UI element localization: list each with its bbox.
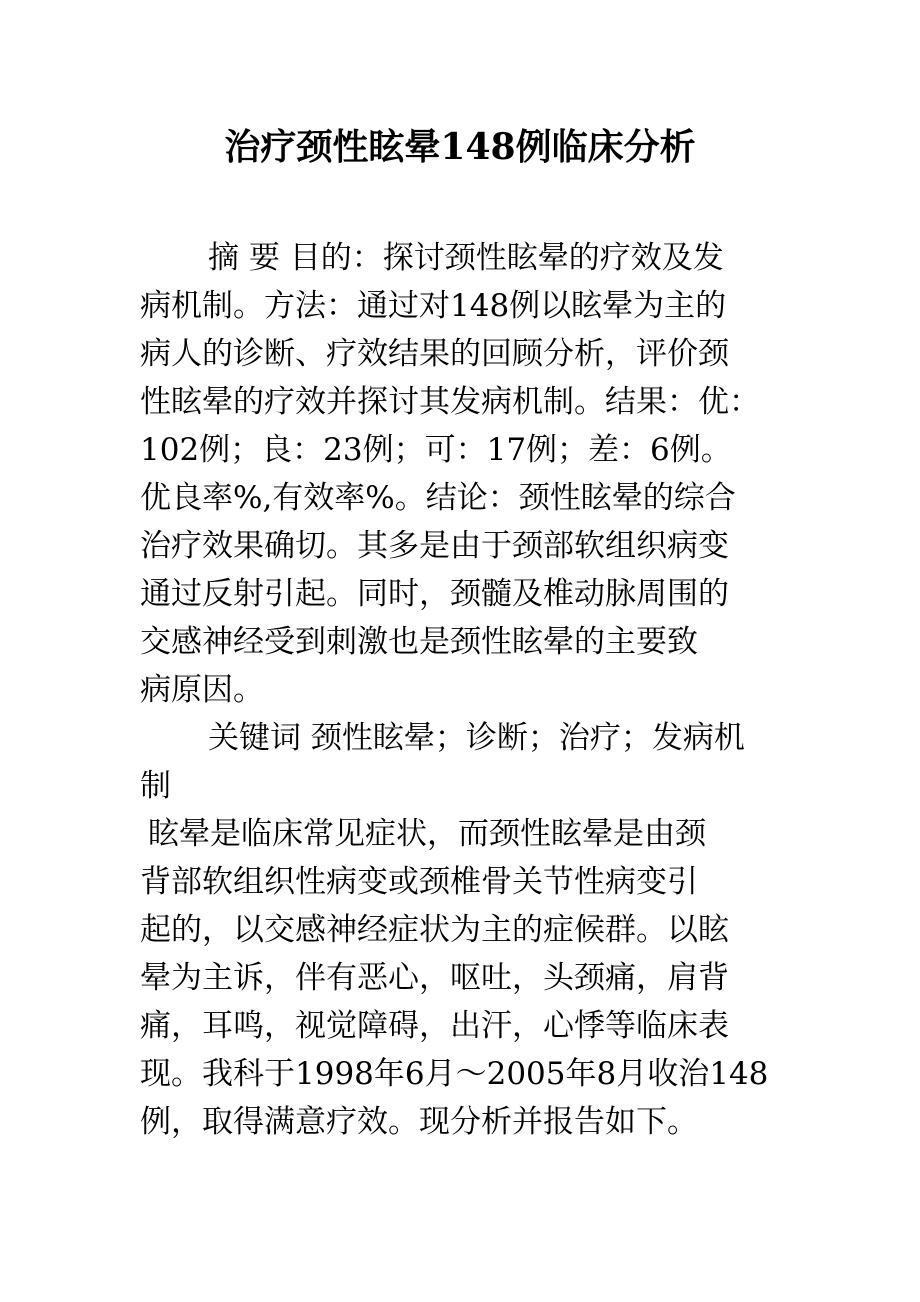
body-line: 痛，耳鸣，视觉障碍，出汗，心悸等临床表: [140, 1008, 729, 1044]
body-line: 眩晕是临床常见症状，而颈性眩晕是由颈: [148, 816, 706, 852]
abstract-line: 交感神经受到刺激也是颈性眩晕的主要致: [140, 624, 698, 660]
abstract-line: 性眩晕的疗效并探讨其发病机制。结果：优：: [140, 384, 760, 420]
body-line: 晕为主诉，伴有恶心，呕吐，头颈痛，肩背: [140, 960, 729, 996]
abstract-line: 治疗效果确切。其多是由于颈部软组织病变: [140, 528, 729, 564]
document-title: 治疗颈性眩晕148例临床分析: [224, 126, 696, 168]
abstract-line: 通过反射引起。同时，颈髓及椎动脉周围的: [140, 576, 729, 612]
body-line: 现。我科于1998年6月～2005年8月收治148: [140, 1056, 769, 1092]
body-line: 背部软组织性病变或颈椎骨关节性病变引: [140, 864, 698, 900]
keywords-line: 制: [140, 768, 171, 804]
abstract-line: 病人的诊断、疗效结果的回顾分析，评价颈: [140, 336, 729, 372]
abstract-line: 摘 要 目的：探讨颈性眩晕的疗效及发: [208, 240, 724, 276]
abstract-line: 病机制。方法：通过对148例以眩晕为主的: [140, 288, 727, 324]
body-line: 起的，以交感神经症状为主的症候群。以眩: [140, 912, 729, 948]
keywords-line: 关键词 颈性眩晕；诊断；治疗；发病机: [208, 720, 745, 756]
abstract-line: 病原因。: [140, 672, 264, 708]
abstract-line: 优良率%,有效率%。结论：颈性眩晕的综合: [140, 480, 736, 516]
abstract-line: 102例；良：23例；可：17例；差：6例。: [140, 432, 732, 468]
body-line: 例，取得满意疗效。现分析并报告如下。: [140, 1104, 698, 1140]
